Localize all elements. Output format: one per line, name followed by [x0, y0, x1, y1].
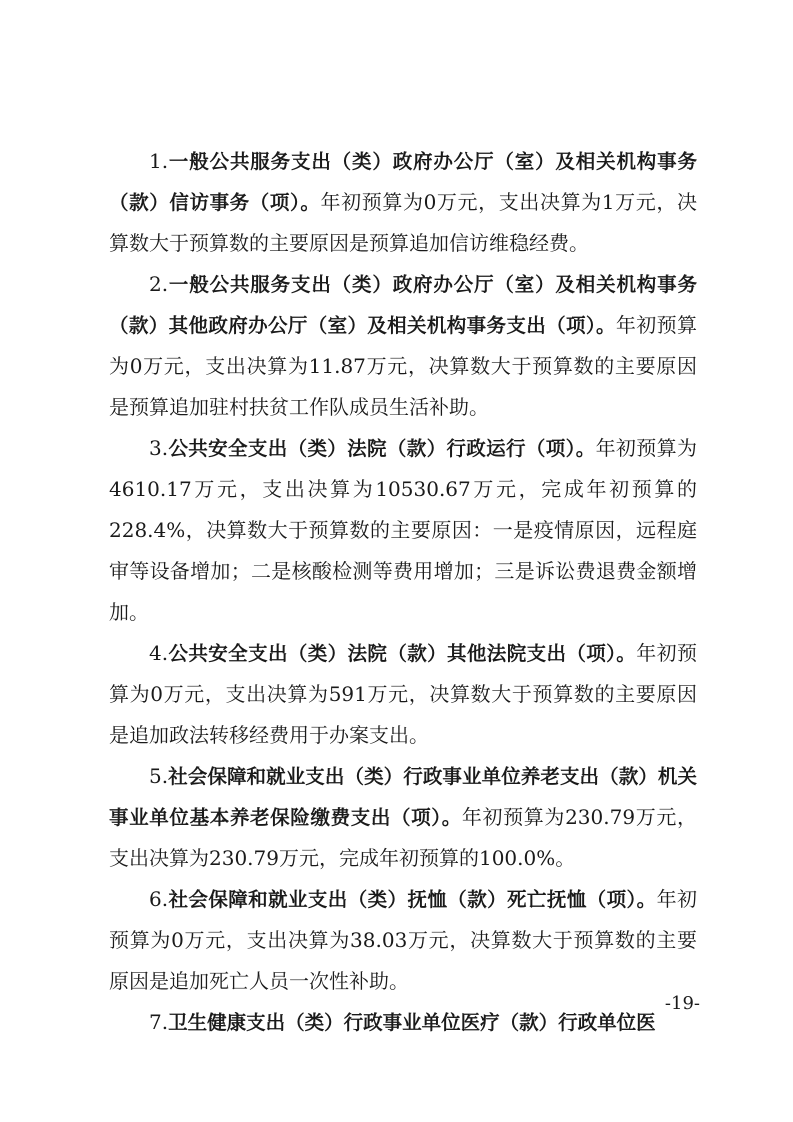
item-heading: 社会保障和就业支出（类）行政事业单位养老支出（款）机关事业单位基本养老保险缴费支出（项）。 [109, 765, 697, 829]
document-body [109, 141, 697, 1043]
item-body: 年初预算为4610.17万元，支出决算为10530.67万元，完成年初预算的228.4%，决算数大于预算数的主要原因：一是疫情原因，远程庭审等设备增加；二是核酸检测等费用增加；三是诉讼费退费金额增加。 [109, 436, 697, 624]
item-heading: 公共安全支出（类）法院（款）行政运行（项）。 [168, 437, 596, 460]
item-body: 年初预算为0万元，支出决算为11.87万元，决算数大于预算数的主要原因是预算追加驻村扶贫工作队成员生活补助。 [109, 313, 697, 419]
paragraph-2 [109, 264, 697, 428]
item-body: 年初预算为0万元，支出决算为1万元，决算数大于预算数的主要原因是预算追加信访维稳经费。 [109, 190, 697, 255]
item-number: 6. [149, 887, 169, 911]
item-number: 1. [149, 149, 169, 173]
item-number: 7. [149, 1010, 169, 1034]
item-body: 年初预算为0万元，支出决算为38.03万元，决算数大于预算数的主要原因是追加死亡人员一次性补助。 [109, 887, 697, 993]
paragraph-6 [109, 879, 697, 1002]
item-number: 3. [149, 436, 169, 460]
paragraph-1 [109, 141, 697, 264]
item-heading: 公共安全支出（类）法院（款）其他法院支出（项）。 [168, 642, 637, 665]
paragraph-3 [109, 428, 697, 633]
item-heading: 一般公共服务支出（类）政府办公厅（室）及相关机构事务（款）其他政府办公厅（室）及相关机构事务支出（项）。 [109, 273, 697, 337]
item-number: 2. [149, 272, 169, 296]
item-number: 4. [149, 641, 169, 665]
paragraph-5 [109, 756, 697, 879]
item-body: 年初预算为0万元，支出决算为591万元，决算数大于预算数的主要原因是追加政法转移经费用于办案支出。 [109, 641, 697, 747]
item-heading: 卫生健康支出（类）行政事业单位医疗（款）行政单位医 [168, 1011, 656, 1034]
page-number: -19- [664, 993, 700, 1014]
paragraph-4 [109, 633, 697, 756]
paragraph-7 [109, 1002, 697, 1043]
item-heading: 社会保障和就业支出（类）抚恤（款）死亡抚恤（项）。 [168, 888, 657, 911]
item-body: 年初预算为230.79万元，支出决算为230.79万元，完成年初预算的100.0%。 [109, 805, 697, 870]
item-heading: 一般公共服务支出（类）政府办公厅（室）及相关机构事务（款）信访事务（项）。 [109, 150, 697, 214]
item-number: 5. [149, 764, 169, 788]
